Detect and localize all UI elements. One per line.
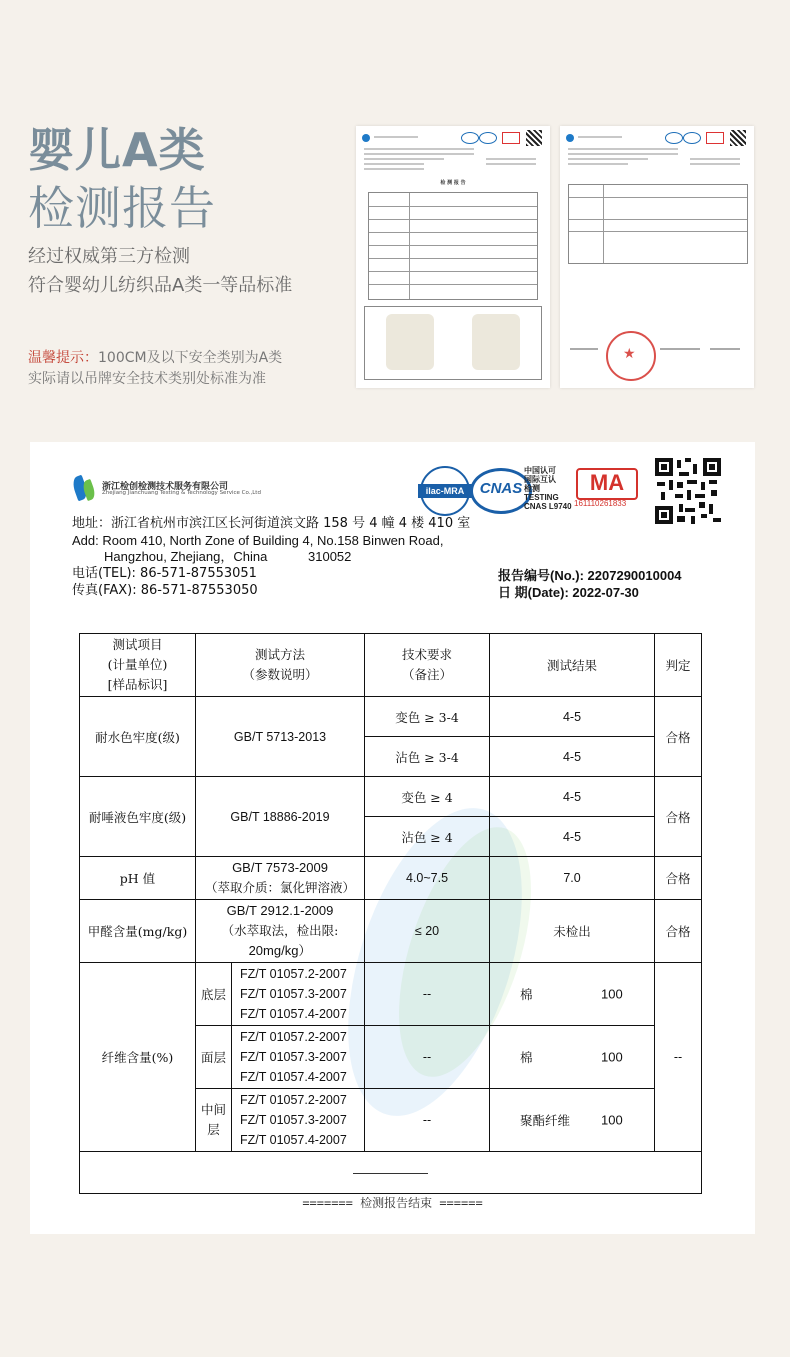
table-row	[80, 900, 702, 963]
cma-label: MA	[589, 470, 625, 495]
blank-dash: ——————	[80, 1152, 702, 1194]
middle-result: 聚酯纤维 100	[490, 1089, 655, 1152]
qr-code-icon	[526, 130, 542, 146]
report-date: 日 期(Date): 2022-07-30	[498, 585, 639, 600]
tel: 电话(TEL): 86-571-87553051	[72, 566, 257, 581]
tip-label: 温馨提示：	[28, 350, 98, 366]
saliva-res-color-change: 4-5	[490, 777, 655, 817]
report-thumbnail-page2[interactable]	[560, 126, 754, 388]
address-cn: 地址：浙江省杭州市滨江区长河街道滨文路 158 号 4 幢 4 楼 410 室	[72, 516, 471, 531]
test-results-table	[79, 633, 702, 1194]
cnas-label: CNAS	[479, 480, 523, 497]
ilac-icon	[461, 132, 479, 144]
postcode: 310052	[308, 549, 352, 564]
cnas-en: TESTING	[524, 493, 559, 502]
company-name-en: Zhejiang Jianchuang Testing & Technology Service Co.,Ltd	[102, 490, 261, 496]
ilac-mra-icon	[420, 466, 470, 516]
saliva-req-staining: 沾色 ≥ 4	[365, 817, 490, 857]
water-judgement: 合格	[655, 697, 702, 777]
cnas-cn2: 国际互认	[524, 475, 556, 484]
tip-line1: 100CM及以下安全类别为A类	[98, 350, 283, 366]
cnas-no: CNAS L9740	[524, 502, 572, 511]
water-res-color-change: 4-5	[490, 697, 655, 737]
bottom-result: 棉 100	[490, 963, 655, 1026]
ma-icon	[706, 132, 724, 144]
saliva-judgement: 合格	[655, 777, 702, 857]
garment-photo	[472, 314, 520, 370]
ma-icon	[502, 132, 520, 144]
layer-bottom: 底层	[196, 963, 232, 1026]
saliva-req-color-change: 变色 ≥ 4	[365, 777, 490, 817]
cnas-icon	[470, 468, 532, 514]
table-blank-row	[80, 1152, 702, 1194]
cnas-icon	[683, 132, 701, 144]
fax: 传真(FAX): 86-571-87553050	[72, 583, 258, 598]
subtitle-line2: 符合婴幼儿纺织品A类一等品标准	[28, 275, 293, 296]
address-en-line1: Add: Room 410, North Zone of Building 4, No.158 Binwen Road,	[72, 533, 444, 548]
qr-code-icon	[730, 130, 746, 146]
row-water-fastness: 耐水色牢度(级)	[80, 697, 196, 777]
page-title-line2: 检测报告	[28, 181, 216, 235]
water-res-staining: 4-5	[490, 737, 655, 777]
header-result: 测试结果	[490, 634, 655, 697]
header-test-method: 测试方法 （参数说明）	[196, 634, 365, 697]
cnas-cn3: 检测	[524, 484, 540, 493]
tip-line2: 实际请以吊牌安全技术类别处标准为准	[28, 371, 266, 387]
formaldehyde-judgement: 合格	[655, 900, 702, 963]
ph-result: 7.0	[490, 857, 655, 900]
face-requirement: --	[365, 1026, 490, 1089]
test-report-document	[30, 442, 755, 1234]
official-seal-icon: ★	[606, 331, 656, 381]
water-req-staining: 沾色 ≥ 3-4	[365, 737, 490, 777]
ph-requirement: 4.0~7.5	[365, 857, 490, 900]
address-en-line2: Hangzhou, Zhejiang，China	[104, 549, 268, 564]
header-test-item: 测试项目 (计量单位) [样品标识]	[80, 634, 196, 697]
bottom-methods: FZ/T 01057.2-2007 FZ/T 01057.3-2007 FZ/T 01057.4-2007	[232, 963, 365, 1026]
cnas-text	[524, 466, 572, 511]
water-method: GB/T 5713-2013	[196, 697, 365, 777]
middle-requirement: --	[365, 1089, 490, 1152]
cnas-icon	[479, 132, 497, 144]
report-thumbnail-page1[interactable]	[356, 126, 550, 388]
row-fiber-content: 纤维含量(%)	[80, 963, 196, 1152]
ph-method: GB/T 7573-2009 （萃取介质：氯化钾溶液）	[196, 857, 365, 900]
header-requirement: 技术要求 （备注）	[365, 634, 490, 697]
page-title-line1: 婴儿A类	[28, 123, 206, 177]
table-row	[80, 777, 702, 817]
tip-block	[28, 348, 282, 390]
formaldehyde-result: 未检出	[490, 900, 655, 963]
saliva-res-staining: 4-5	[490, 817, 655, 857]
garment-photo	[386, 314, 434, 370]
logo-icon	[362, 134, 370, 142]
report-end-mark: ======= 检测报告结束 ======	[302, 1196, 483, 1210]
report-number: 报告编号(No.): 2207290010004	[498, 568, 682, 583]
subtitle-line1: 经过权威第三方检测	[28, 246, 190, 267]
qr-code-icon[interactable]	[655, 458, 721, 524]
row-formaldehyde: 甲醛含量(mg/kg)	[80, 900, 196, 963]
company-name-cn: 浙江检创检测技术服务有限公司	[102, 482, 229, 492]
ilac-icon	[665, 132, 683, 144]
header-judgement: 判定	[655, 634, 702, 697]
layer-face: 面层	[196, 1026, 232, 1089]
thumb-title: 检 测 报 告	[440, 180, 466, 186]
cma-number: 161110261833	[574, 499, 627, 508]
ph-judgement: 合格	[655, 857, 702, 900]
table-row	[80, 963, 702, 1026]
middle-methods: FZ/T 01057.2-2007 FZ/T 01057.3-2007 FZ/T 01057.4-2007	[232, 1089, 365, 1152]
table-header-row	[80, 634, 702, 697]
formaldehyde-method: GB/T 2912.1-2009 （水萃取法，检出限: 20mg/kg）	[196, 900, 365, 963]
layer-middle: 中间 层	[196, 1089, 232, 1152]
cma-icon	[576, 468, 638, 500]
face-result: 棉 100	[490, 1026, 655, 1089]
table-row	[80, 697, 702, 737]
formaldehyde-requirement: ≤ 20	[365, 900, 490, 963]
row-ph: pH 值	[80, 857, 196, 900]
water-req-color-change: 变色 ≥ 3-4	[365, 697, 490, 737]
row-saliva-fastness: 耐唾液色牢度(级)	[80, 777, 196, 857]
fiber-judgement: --	[655, 963, 702, 1152]
cnas-cn1: 中国认可	[524, 466, 556, 475]
table-row	[80, 857, 702, 900]
saliva-method: GB/T 18886-2019	[196, 777, 365, 857]
logo-icon	[566, 134, 574, 142]
face-methods: FZ/T 01057.2-2007 FZ/T 01057.3-2007 FZ/T 01057.4-2007	[232, 1026, 365, 1089]
bottom-requirement: --	[365, 963, 490, 1026]
ilac-label: ilac-MRA	[418, 484, 472, 498]
